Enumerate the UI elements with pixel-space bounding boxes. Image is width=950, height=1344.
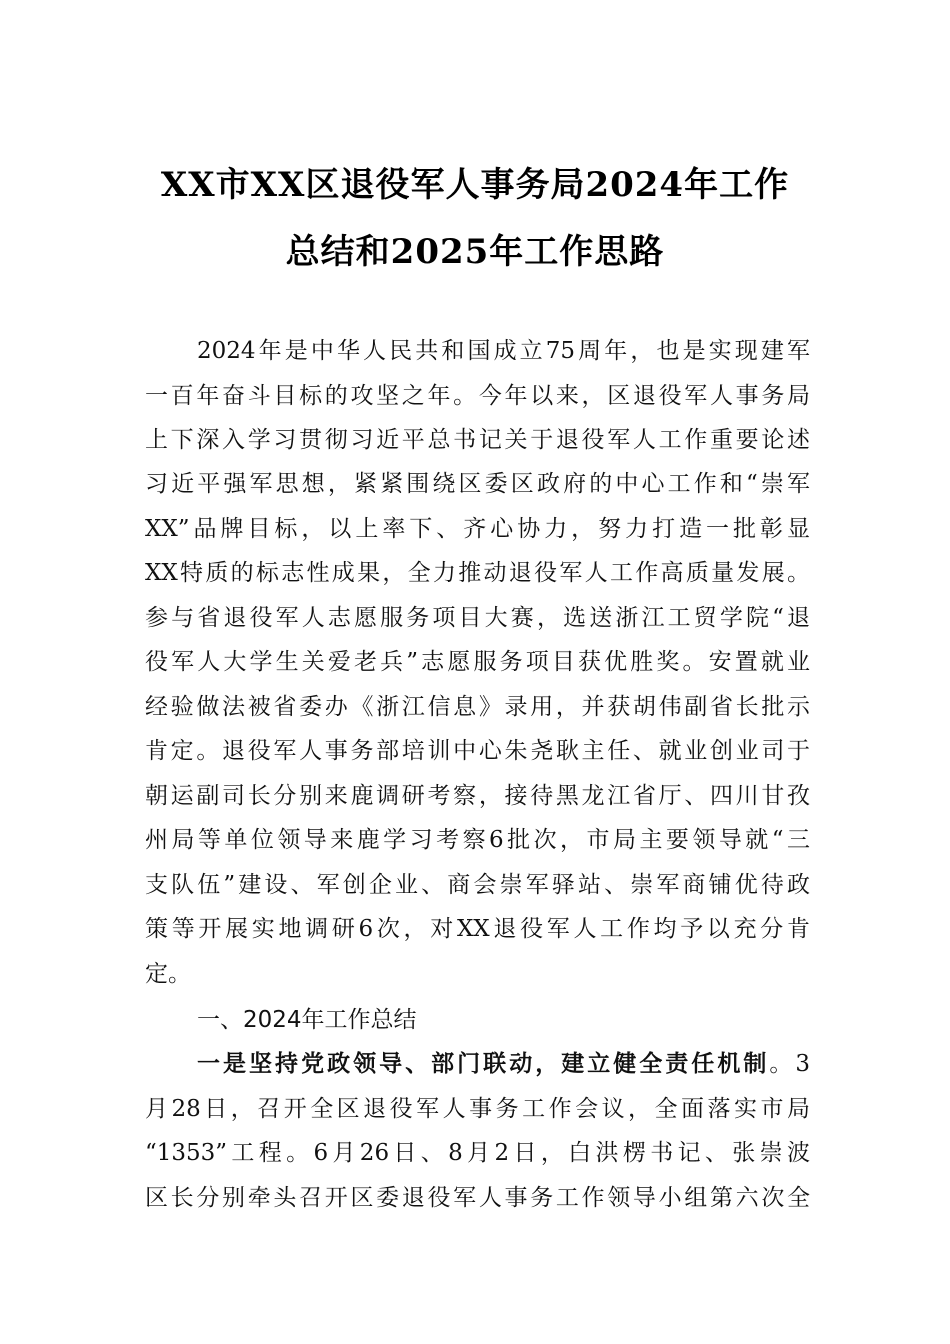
intro-line: 一百年奋斗目标的攻坚之年。今年以来，区退役军人事务局 [145, 383, 810, 409]
intro-line: XX”品牌目标，以上率下、齐心协力，努力打造一批彰显 [145, 516, 810, 542]
section-heading: 一、2024年工作总结 [197, 1007, 417, 1033]
paragraph-first-line [197, 1049, 810, 1079]
intro-line: 定。 [145, 961, 191, 987]
document-title-line-1: XX市XX区退役军人事务局2024年工作 [160, 165, 790, 205]
paragraph-lead-rest: 。3 [769, 1051, 810, 1077]
document-title-line-2: 总结和2025年工作思路 [285, 232, 665, 272]
intro-line: 习近平强军思想，紧紧围绕区委区政府的中心工作和“崇军 [145, 471, 810, 497]
intro-line: XX特质的标志性成果，全力推动退役军人工作高质量发展。 [145, 560, 810, 586]
intro-line: 上下深入学习贯彻习近平总书记关于退役军人工作重要论述 [145, 427, 810, 453]
intro-line: 支队伍”建设、军创企业、商会崇军驿站、崇军商铺优待政 [145, 872, 810, 898]
intro-line: 2024年是中华人民共和国成立75周年，也是实现建军 [197, 338, 810, 364]
paragraph-line: “1353”工程。6月26日、8月2日，白洪楞书记、张崇波 [145, 1140, 810, 1166]
intro-line: 策等开展实地调研6次，对XX退役军人工作均予以充分肯 [145, 916, 810, 942]
paragraph-lead-bold: 一是坚持党政领导、部门联动，建立健全责任机制 [197, 1050, 770, 1077]
paragraph-line: 区长分别牵头召开区委退役军人事务工作领导小组第六次全 [145, 1185, 810, 1211]
intro-line: 参与省退役军人志愿服务项目大赛，选送浙江工贸学院“退 [145, 605, 810, 631]
paragraph-line: 月28日，召开全区退役军人事务工作会议，全面落实市局 [145, 1096, 810, 1122]
intro-line: 州局等单位领导来鹿学习考察6批次，市局主要领导就“三 [145, 827, 810, 853]
intro-line: 朝运副司长分别来鹿调研考察，接待黑龙江省厅、四川甘孜 [145, 783, 810, 809]
intro-line: 肯定。退役军人事务部培训中心朱尧耿主任、就业创业司于 [145, 738, 810, 764]
intro-line: 经验做法被省委办《浙江信息》录用，并获胡伟副省长批示 [145, 694, 810, 720]
intro-line: 役军人大学生关爱老兵”志愿服务项目获优胜奖。安置就业 [145, 649, 810, 675]
